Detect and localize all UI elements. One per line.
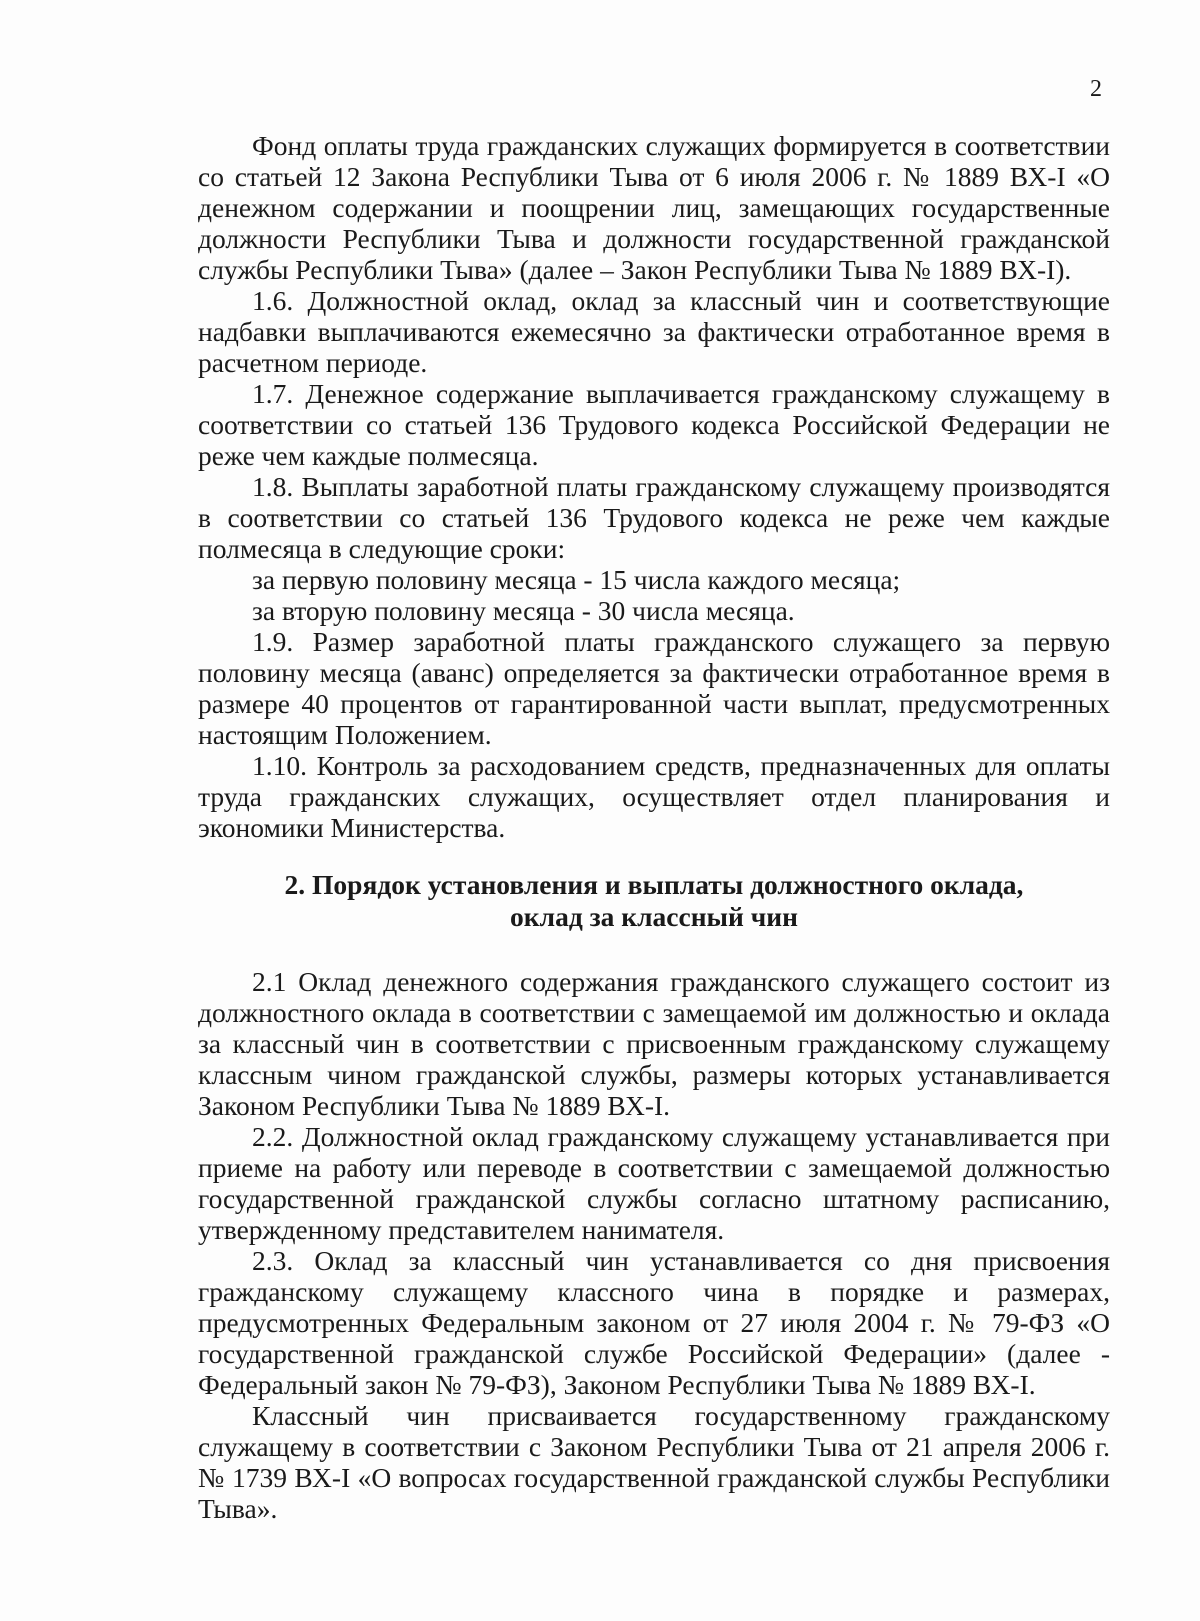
paragraph-1-6: 1.6. Должностной оклад, оклад за классный чин и соответствующие надбавки выплачиваются ежемесячно за фактически отработанное время в расчетном периоде. xyxy=(198,285,1110,378)
paragraph-first-half: за первую половину месяца - 15 числа каждого месяца; xyxy=(252,564,901,595)
section-2-heading xyxy=(198,869,1110,933)
section-heading-line-1: 2. Порядок установления и выплаты должностного оклада, xyxy=(284,869,1024,900)
paragraph-class-rank: Классный чин присваивается государственному гражданскому служащему в соответствии с Законом Республики Тыва от 21 апреля 2006 г. № 1739 ВХ-I «О вопросах государственной гражданской службы Республики Тыва». xyxy=(198,1400,1110,1524)
paragraph-2-3: 2.3. Оклад за классный чин устанавливается со дня присвоения гражданскому служащему классного чина в порядке и размерах, предусмотренных Федеральным законом от 27 июля 2004 г. № 79-ФЗ «О государственной гражданской службе Российской Федерации» (далее - Федеральный закон № 79-ФЗ), Законом Республики Тыва № 1889 ВХ-I. xyxy=(198,1245,1110,1400)
paragraph-1-9: 1.9. Размер заработной платы гражданского служащего за первую половину месяца (аванс) определяется за фактически отработанное время в размере 40 процентов от гарантированной части выплат, предусмотренных настоящим Положением. xyxy=(198,626,1110,750)
document-body xyxy=(198,130,1110,1524)
paragraph-2-1: 2.1 Оклад денежного содержания гражданского служащего состоит из должностного оклада в соответствии с замещаемой им должностью и оклада за классный чин в соответствии с присвоенным гражданскому служащему классным чином гражданской службы, размеры которых устанавливается Законом Республики Тыва № 1889 ВХ-I. xyxy=(198,966,1110,1121)
page-number: 2 xyxy=(1090,76,1102,102)
section-heading-line-2: оклад за классный чин xyxy=(510,901,798,932)
paragraph-1-10: 1.10. Контроль за расходованием средств, предназначенных для оплаты труда гражданских служащих, осуществляет отдел планирования и экономики Министерства. xyxy=(198,750,1110,843)
paragraph-1-8: 1.8. Выплаты заработной платы гражданскому служащему производятся в соответствии со статьей 136 Трудового кодекса не реже чем каждые полмесяца в следующие сроки: xyxy=(198,471,1110,564)
paragraph-1-7: 1.7. Денежное содержание выплачивается гражданскому служащему в соответствии со статьей 136 Трудового кодекса Российской Федерации не реже чем каждые полмесяца. xyxy=(198,378,1110,471)
paragraph-second-half: за вторую половину месяца - 30 числа месяца. xyxy=(252,595,795,626)
paragraph-fund: Фонд оплаты труда гражданских служащих формируется в соответствии со статьей 12 Закона Республики Тыва от 6 июля 2006 г. № 1889 ВХ-I «О денежном содержании и поощрении лиц, замещающих государственные должности Республики Тыва и должности государственной гражданской службы Республики Тыва» (далее – Закон Республики Тыва № 1889 ВХ-I). xyxy=(198,130,1110,285)
paragraph-2-2: 2.2. Должностной оклад гражданскому служащему устанавливается при приеме на работу или переводе в соответствии с замещаемой должностью государственной гражданской службы согласно штатному расписанию, утвержденному представителем нанимателя. xyxy=(198,1121,1110,1245)
